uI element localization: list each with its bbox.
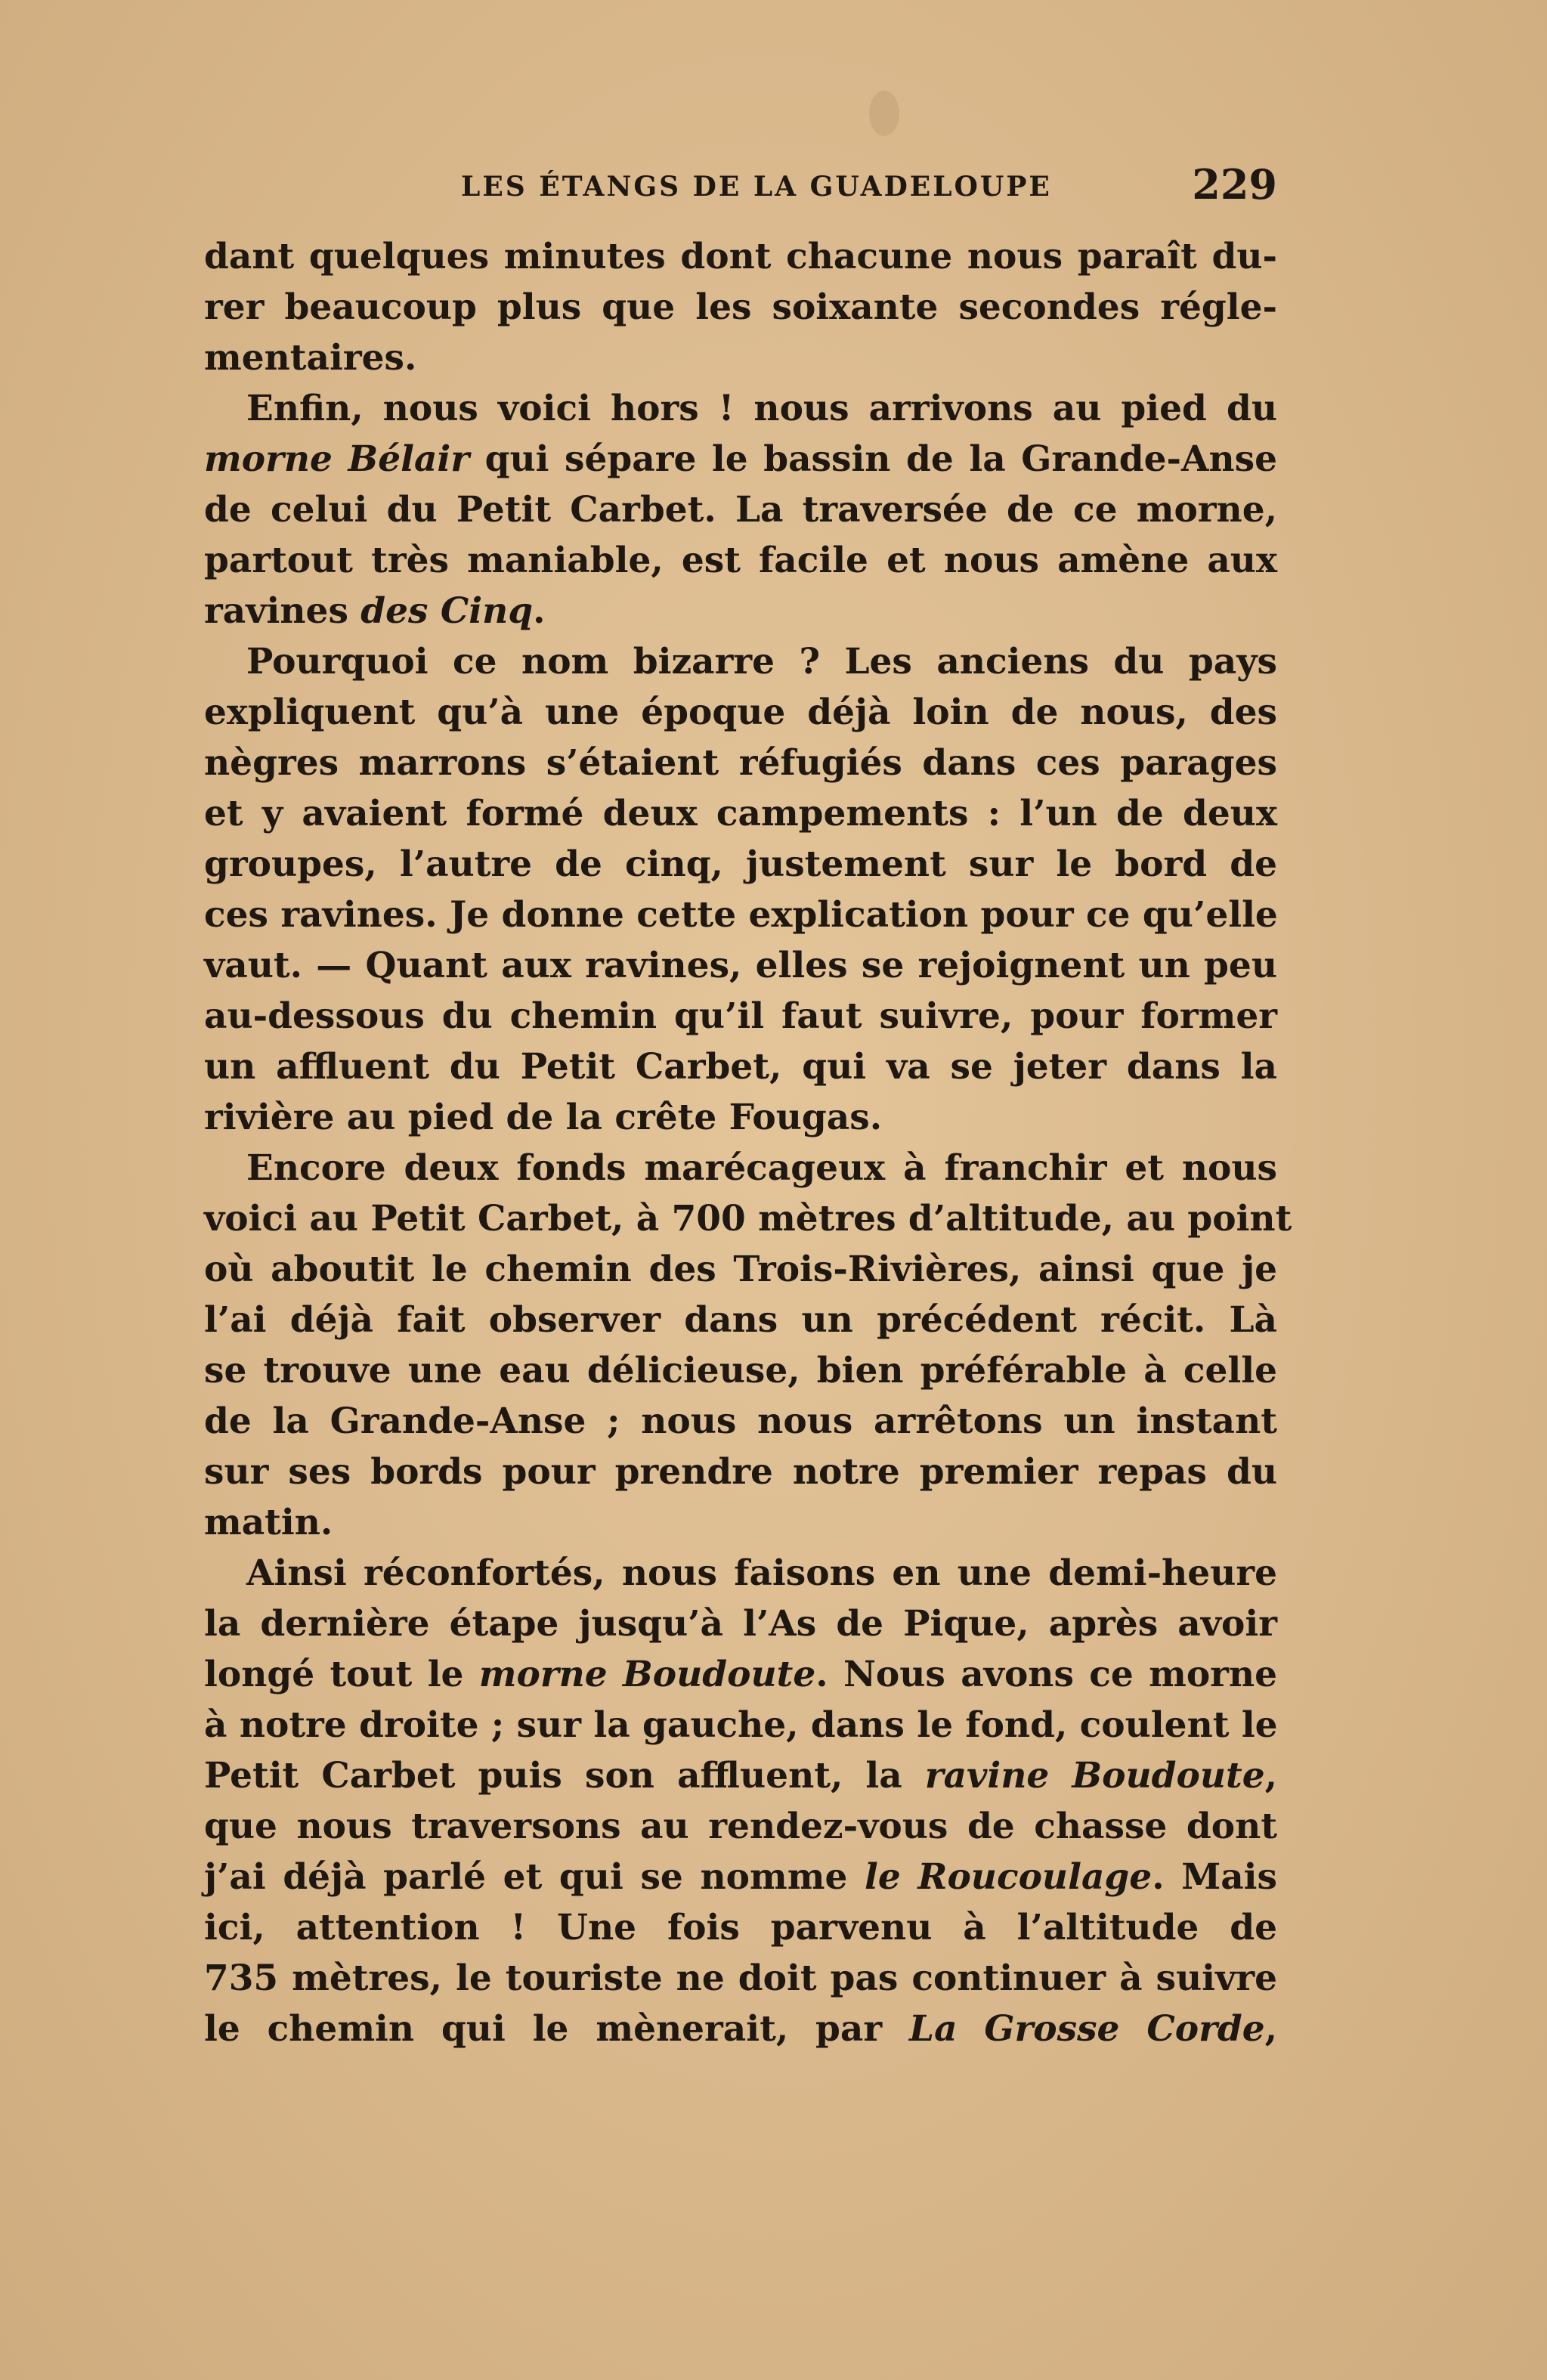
- text-line: le chemin qui le mènerait, par La Grosse Corde,: [204, 2008, 1277, 2050]
- text-line: voici au Petit Carbet, à 700 mètres d’altitude, au point: [204, 1198, 1292, 1240]
- body-text: [204, 231, 1292, 2054]
- text-line: 735 mètres, le touriste ne doit pas continuer à suivre: [204, 1958, 1277, 1999]
- text-line: matin.: [204, 1502, 333, 1543]
- text-line: où aboutit le chemin des Trois-Rivières, ainsi que je: [204, 1249, 1277, 1290]
- text-line: partout très maniable, est facile et nous amène aux: [204, 540, 1277, 581]
- text-line: rivière au pied de la crête Fougas.: [204, 1097, 883, 1138]
- text-line: vaut. — Quant aux ravines, elles se rejoignent un peu: [204, 945, 1277, 986]
- text-line: nègres marrons s’étaient réfugiés dans ces parages: [204, 742, 1277, 784]
- text-line: dant quelques minutes dont chacune nous paraît du-: [204, 236, 1277, 277]
- italic-place-name: morne Bélair: [204, 438, 470, 480]
- italic-place-name: le Roucoulage: [864, 1856, 1153, 1898]
- text-line: mentaires.: [204, 337, 417, 379]
- text-line: de la Grande-Anse ; nous nous arrêtons un instant: [204, 1400, 1277, 1442]
- text-line: rer beaucoup plus que les soixante secondes régle-: [204, 286, 1277, 328]
- text-line: au-dessous du chemin qu’il faut suivre, pour former: [204, 995, 1277, 1037]
- text-line: et y avaient formé deux campements : l’un de deux: [204, 793, 1277, 834]
- text-line: à notre droite ; sur la gauche, dans le fond, coulent le: [204, 1704, 1278, 1746]
- text-line: expliquent qu’à une époque déjà loin de nous, des: [204, 692, 1277, 733]
- italic-place-name: morne Boudoute: [478, 1654, 816, 1695]
- text-line: l’ai déjà fait observer dans un précédent récit. Là: [204, 1299, 1277, 1341]
- text-line: ces ravines. Je donne cette explication pour ce qu’elle: [204, 894, 1278, 936]
- text-line: de celui du Petit Carbet. La traversée de ce morne,: [204, 489, 1277, 531]
- text-line: que nous traversons au rendez-vous de chasse dont: [204, 1806, 1277, 1847]
- text-line: ici, attention ! Une fois parvenu à l’altitude de: [204, 1907, 1277, 1948]
- text-line: se trouve une eau délicieuse, bien préférable à celle: [204, 1350, 1277, 1391]
- text-line: Encore deux fonds marécageux à franchir et nous: [246, 1147, 1277, 1189]
- text-line: Petit Carbet puis son affluent, la ravine Boudoute,: [204, 1755, 1277, 1797]
- text-line: Ainsi réconfortés, nous faisons en une demi-heure: [246, 1552, 1277, 1594]
- paper-stain: [869, 91, 899, 136]
- text-line: morne Bélair qui sépare le bassin de la Grande-Anse: [204, 438, 1277, 480]
- page-number: 229: [1192, 160, 1277, 209]
- text-line: un affluent du Petit Carbet, qui va se jeter dans la: [204, 1046, 1277, 1088]
- italic-place-name: La Grosse Corde: [909, 2008, 1265, 2050]
- text-line: Enfin, nous voici hors ! nous arrivons au pied du: [246, 388, 1277, 429]
- running-title: LES ÉTANGS DE LA GUADELOUPE: [461, 171, 1052, 203]
- running-head: [204, 160, 1277, 209]
- text-line: la dernière étape jusqu’à l’As de Pique, après avoir: [204, 1603, 1277, 1645]
- text-line: sur ses bords pour prendre notre premier repas du: [204, 1451, 1277, 1493]
- text-line: groupes, l’autre de cinq, justement sur le bord de: [204, 843, 1277, 885]
- text-line: Pourquoi ce nom bizarre ? Les anciens du pays: [246, 641, 1277, 682]
- text-line: longé tout le morne Boudoute. Nous avons ce morne: [204, 1654, 1277, 1695]
- text-line: ravines des Cinq.: [204, 590, 546, 632]
- italic-place-name: des Cinq: [360, 590, 534, 632]
- italic-place-name: ravine Boudoute: [924, 1755, 1265, 1797]
- text-line: j’ai déjà parlé et qui se nomme le Roucoulage. Mais: [204, 1856, 1277, 1898]
